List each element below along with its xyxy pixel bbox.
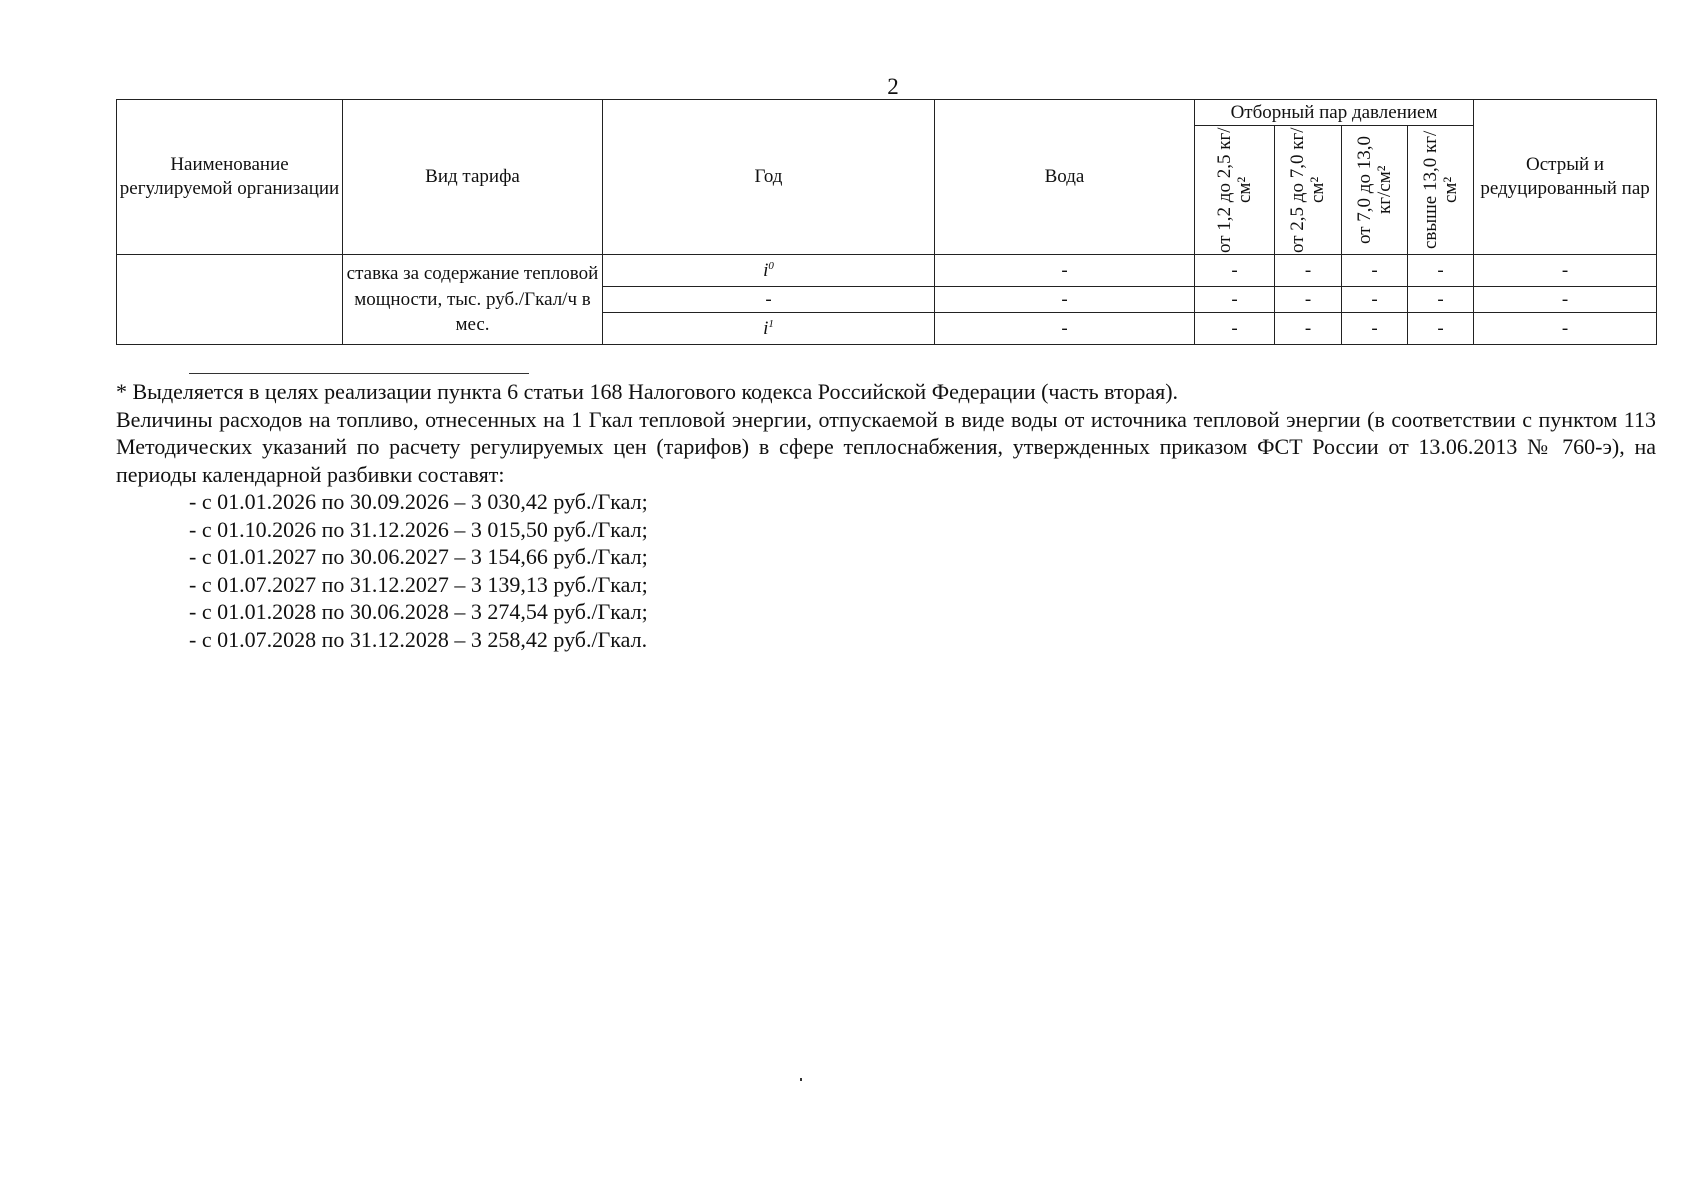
org-cell (117, 255, 343, 345)
header-org: Наименование регулируемой организации (117, 100, 343, 255)
steam-3-cell: - (1342, 255, 1408, 287)
scan-dot (800, 1078, 802, 1081)
sharp-steam-cell: - (1474, 287, 1657, 313)
header-tariff-type: Вид тарифа (343, 100, 603, 255)
water-cell: - (935, 287, 1195, 313)
header-water: Вода (935, 100, 1195, 255)
steam-3-cell: - (1342, 313, 1408, 345)
water-cell: - (935, 313, 1195, 345)
water-cell: - (935, 255, 1195, 287)
header-steam-2: от 2,5 до 7,0 кг/см² (1275, 126, 1342, 255)
steam-2-cell: - (1275, 255, 1342, 287)
fuel-paragraph: Величины расходов на топливо, отнесенных на 1 Гкал тепловой энергии, отпускаемой в виде воды от источника тепловой энергии (в соответствии с пунктом 113 Методических указаний по расчету регулируемых цен (тарифов) в сфере теплоснабжения, утвержденных приказом ФСТ России от 13.06.2013 № 760-э), на периоды календарной разбивки составят: (116, 406, 1656, 487)
header-year: Год (603, 100, 935, 255)
footnote: * Выделяется в целях реализации пункта 6 статьи 168 Налогового кодекса Российской Федерации (часть вторая). (116, 379, 1179, 404)
steam-1-cell: - (1195, 313, 1275, 345)
list-item: - с 01.07.2028 по 31.12.2028 – 3 258,42 руб./Гкал. (189, 626, 648, 652)
body-text (116, 378, 1656, 653)
steam-4-cell: - (1408, 313, 1474, 345)
steam-4-cell: - (1408, 255, 1474, 287)
list-item: - с 01.01.2026 по 30.09.2026 – 3 030,42 руб./Гкал; (189, 489, 648, 514)
steam-2-cell: - (1275, 313, 1342, 345)
list-item: - с 01.07.2027 по 31.12.2027 – 3 139,13 руб./Гкал; (189, 571, 648, 597)
tariff-table (116, 99, 1657, 345)
steam-4-cell: - (1408, 287, 1474, 313)
year-cell: $i^0$ (603, 255, 935, 287)
page-number: 2 (887, 74, 899, 99)
steam-3-cell: - (1342, 287, 1408, 313)
sharp-steam-cell: - (1474, 313, 1657, 345)
steam-2-cell: - (1275, 287, 1342, 313)
year-cell: $i^1$ (603, 313, 935, 345)
header-steam-3: от 7,0 до 13,0 кг/см² (1342, 126, 1408, 255)
header-steam-group: Отборный пар давлением (1195, 100, 1474, 126)
list-item: - с 01.01.2028 по 30.06.2028 – 3 274,54 руб./Гкал; (189, 599, 648, 624)
steam-1-cell: - (1195, 287, 1275, 313)
footnote-divider (189, 373, 529, 374)
period-list (116, 488, 1656, 653)
tariff-type-cell: ставка за содержание тепловой мощности, тыс. руб./Гкал/ч в мес. (343, 255, 603, 345)
header-steam-4: свыше 13,0 кг/см² (1408, 126, 1474, 255)
sharp-steam-cell: - (1474, 255, 1657, 287)
steam-1-cell: - (1195, 255, 1275, 287)
list-item: - с 01.01.2027 по 30.06.2027 – 3 154,66 руб./Гкал; (189, 544, 648, 569)
table-row (117, 255, 1657, 287)
header-sharp-steam: Острый и редуцированный пар (1474, 100, 1657, 255)
list-item: - с 01.10.2026 по 31.12.2026 – 3 015,50 руб./Гкал; (189, 516, 648, 542)
year-cell: - (603, 287, 935, 313)
header-steam-1: от 1,2 до 2,5 кг/см² (1195, 126, 1275, 255)
